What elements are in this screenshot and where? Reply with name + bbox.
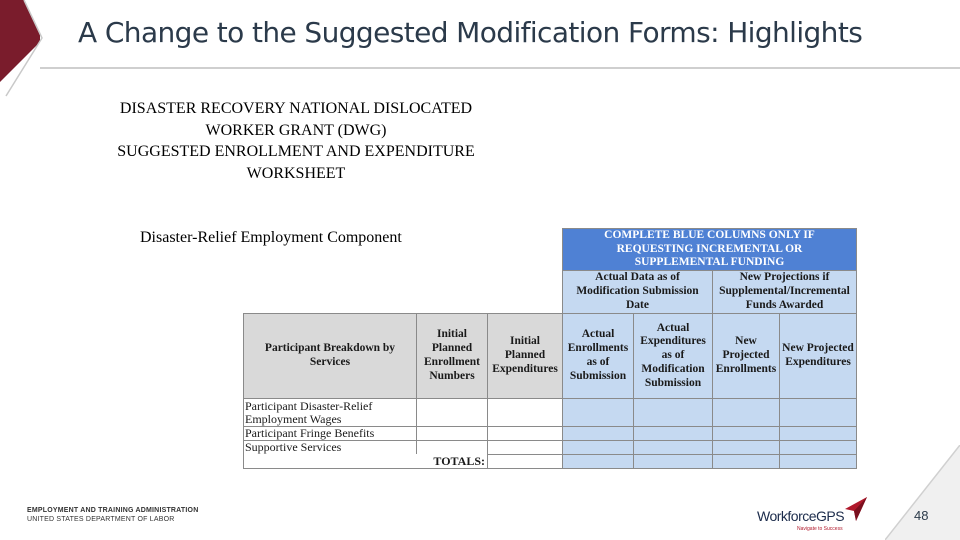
heading-line: WORKSHEET	[246, 165, 346, 183]
group-header-actual: Actual Data as of Modification Submission Date	[562, 270, 713, 314]
table-cell[interactable]	[633, 398, 713, 427]
worksheet-heading	[80, 98, 512, 185]
totals-label: TOTALS:	[243, 454, 488, 469]
table-cell[interactable]	[633, 440, 713, 455]
component-label: Disaster-Relief Employment Component	[140, 229, 402, 246]
table-cell[interactable]	[633, 426, 713, 441]
table-cell[interactable]	[487, 398, 563, 427]
table-cell[interactable]	[779, 440, 857, 455]
column-header: Actual Enrollments as of Submission	[562, 313, 634, 399]
table-cell[interactable]	[712, 440, 780, 455]
table-cell[interactable]	[416, 398, 488, 427]
table-cell[interactable]	[416, 440, 488, 455]
agency-logo	[27, 507, 198, 524]
total-cell[interactable]	[712, 454, 780, 469]
total-cell[interactable]	[779, 454, 857, 469]
table-row-label: Supportive Services	[243, 440, 417, 455]
column-header: Initial Planned Enrollment Numbers	[416, 313, 488, 399]
column-header: New Projected Enrollments	[712, 313, 780, 399]
department-name: UNITED STATES DEPARTMENT OF LABOR	[27, 515, 175, 523]
table-cell[interactable]	[779, 398, 857, 427]
table-cell[interactable]	[562, 440, 634, 455]
column-header: Initial Planned Expenditures	[487, 313, 563, 399]
blue-columns-banner: COMPLETE BLUE COLUMNS ONLY IF REQUESTING INCREMENTAL OR SUPPLEMENTAL FUNDING	[562, 228, 857, 271]
table-cell[interactable]	[712, 398, 780, 427]
table-cell[interactable]	[416, 426, 488, 441]
slide-title: A Change to the Suggested Modification Forms: Highlights	[78, 16, 863, 49]
table-cell[interactable]	[487, 440, 563, 455]
logo-wordmark: WorkforceGPS	[757, 508, 845, 524]
table-cell[interactable]	[779, 426, 857, 441]
column-header: Participant Breakdown by Services	[243, 313, 417, 399]
table-row-label: Participant Disaster-Relief Employment Wages	[243, 398, 417, 427]
total-cell[interactable]	[633, 454, 713, 469]
heading-line: SUGGESTED ENROLLMENT AND EXPENDITURE	[117, 143, 475, 161]
logo-tagline: Navigate to Success	[797, 526, 843, 532]
table-cell[interactable]	[712, 426, 780, 441]
table-row-label: Participant Fringe Benefits	[243, 426, 417, 441]
table-cell[interactable]	[562, 398, 634, 427]
total-cell[interactable]	[562, 454, 634, 469]
table-cell[interactable]	[487, 426, 563, 441]
group-header-projections: New Projections if Supplemental/Incremental Funds Awarded	[712, 270, 857, 314]
corner-accent-top-left	[0, 0, 60, 100]
corner-accent-bottom-right	[885, 445, 960, 540]
table-cell[interactable]	[562, 426, 634, 441]
title-divider	[40, 67, 960, 69]
total-cell[interactable]	[487, 454, 563, 469]
column-header: Actual Expenditures as of Modification Submission	[633, 313, 713, 399]
page-number: 48	[914, 508, 929, 523]
heading-line: WORKER GRANT (DWG)	[205, 121, 387, 139]
heading-line: DISASTER RECOVERY NATIONAL DISLOCATED	[119, 100, 473, 117]
column-header: New Projected Expenditures	[779, 313, 857, 399]
agency-name: EMPLOYMENT AND TRAINING ADMINISTRATION	[27, 507, 199, 514]
workforcegps-logo	[757, 495, 872, 535]
